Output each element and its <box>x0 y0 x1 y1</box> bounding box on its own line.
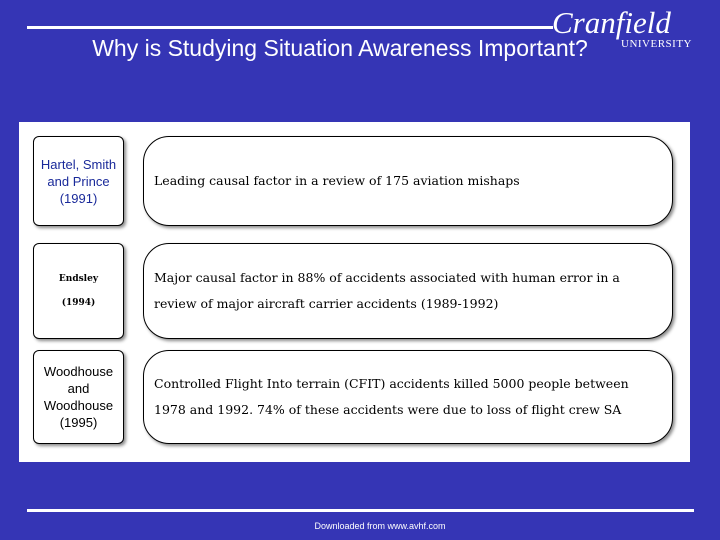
bottom-rule <box>27 509 694 512</box>
finding-box-hartel <box>143 136 673 226</box>
finding-box-endsley <box>143 243 673 339</box>
author-box-endsley <box>33 243 124 339</box>
logo-subtitle: UNIVERSITY <box>621 38 692 50</box>
footer-source: Downloaded from www.avhf.com <box>314 521 446 531</box>
content-panel <box>19 122 690 462</box>
finding-box-woodhouse <box>143 350 673 444</box>
author-label: Woodhouse and Woodhouse (1995) <box>43 364 114 430</box>
finding-text: Leading causal factor in a review of 175 aviation mishaps <box>154 173 520 188</box>
slide-title: Why is Studying Situation Awareness Important? <box>92 35 588 61</box>
author-label: Endsley (1994) <box>58 274 99 308</box>
finding-text: Controlled Flight Into terrain (CFIT) accidents killed 5000 people between 1978 and 1992. 74% of these accidents were due to loss of flight crew SA <box>154 376 629 417</box>
finding-text: Major causal factor in 88% of accidents associated with human error in a review of major aircraft carrier accidents (1989-1992) <box>154 270 620 311</box>
author-box-woodhouse <box>33 350 124 444</box>
author-label: Hartel, Smith and Prince (1991) <box>40 156 117 206</box>
author-box-hartel <box>33 136 124 226</box>
top-rule <box>27 26 553 29</box>
logo-wordmark: Cranfield <box>552 5 671 40</box>
